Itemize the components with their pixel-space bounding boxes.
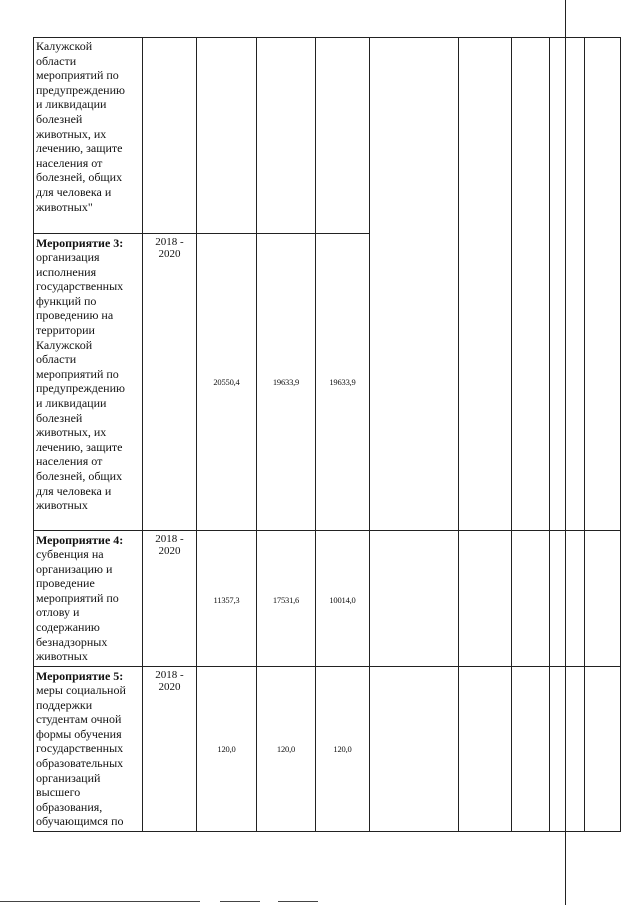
row-divider-3: [33, 666, 621, 667]
row-divider-2: [33, 530, 621, 531]
row-1-description: Калужской области мероприятий по предупреждению и ликвидации болезней животных, их лечению, защите населения от болезней, общих для человека и животных": [36, 39, 125, 214]
column-divider-value-3: [315, 37, 316, 832]
row-divider-1: [33, 233, 370, 234]
column-divider-7: [511, 37, 512, 832]
row-4-title: Мероприятие 5:: [36, 669, 124, 683]
scan-artifact-line: [220, 901, 260, 902]
column-divider-value-1: [196, 37, 197, 832]
column-divider-value-2: [256, 37, 257, 832]
table-border-left: [33, 37, 34, 832]
row-4-description: меры социальной поддержки студентам очной формы обучения государственных образовательных организаций высшего образования, обучающимся по: [36, 683, 126, 829]
row-4-value-3: 120,0: [333, 744, 352, 754]
table-border-bottom: [33, 831, 621, 832]
row-2-title: Мероприятие 3:: [36, 236, 124, 250]
row-3-value-1: 11357,3: [213, 595, 240, 605]
row-2-value-3: 19633,9: [329, 377, 356, 387]
row-3-years: 2018 - 2020: [155, 533, 184, 557]
table-border-top: [33, 37, 621, 38]
row-2-value-2: 19633,9: [272, 377, 300, 387]
column-divider-years: [142, 37, 143, 832]
row-3-description: субвенция на организацию и проведение мероприятий по отлову и содержанию безнадзорных животных: [36, 547, 119, 664]
row-4-value-1: 120,0: [217, 744, 236, 754]
row-4-value-2: 120,0: [276, 744, 296, 754]
row-3-title: Мероприятие 4:: [36, 533, 124, 547]
row-2-value-1: 20550,4: [213, 377, 240, 387]
column-divider-9: [565, 0, 566, 905]
row-2-description: организация исполнения государственных функций по проведению на территории Калужской области мероприятий по предупреждению и ликвидации болезней животных, их лечению, защите населения от болезней, общих для человека и животных: [36, 250, 125, 513]
column-divider-6: [458, 37, 459, 832]
column-divider-8: [549, 37, 550, 832]
row-2-years: 2018 - 2020: [155, 236, 184, 260]
scan-artifact-line: [278, 901, 318, 902]
column-divider-10: [584, 37, 585, 832]
column-divider-value-4: [369, 37, 370, 832]
scan-artifact-line: [0, 901, 200, 902]
row-4-years: 2018 - 2020: [155, 669, 184, 693]
row-3-value-3: 10014,0: [329, 595, 356, 605]
row-3-value-2: 17531,6: [272, 595, 300, 605]
table-border-right: [620, 37, 621, 832]
